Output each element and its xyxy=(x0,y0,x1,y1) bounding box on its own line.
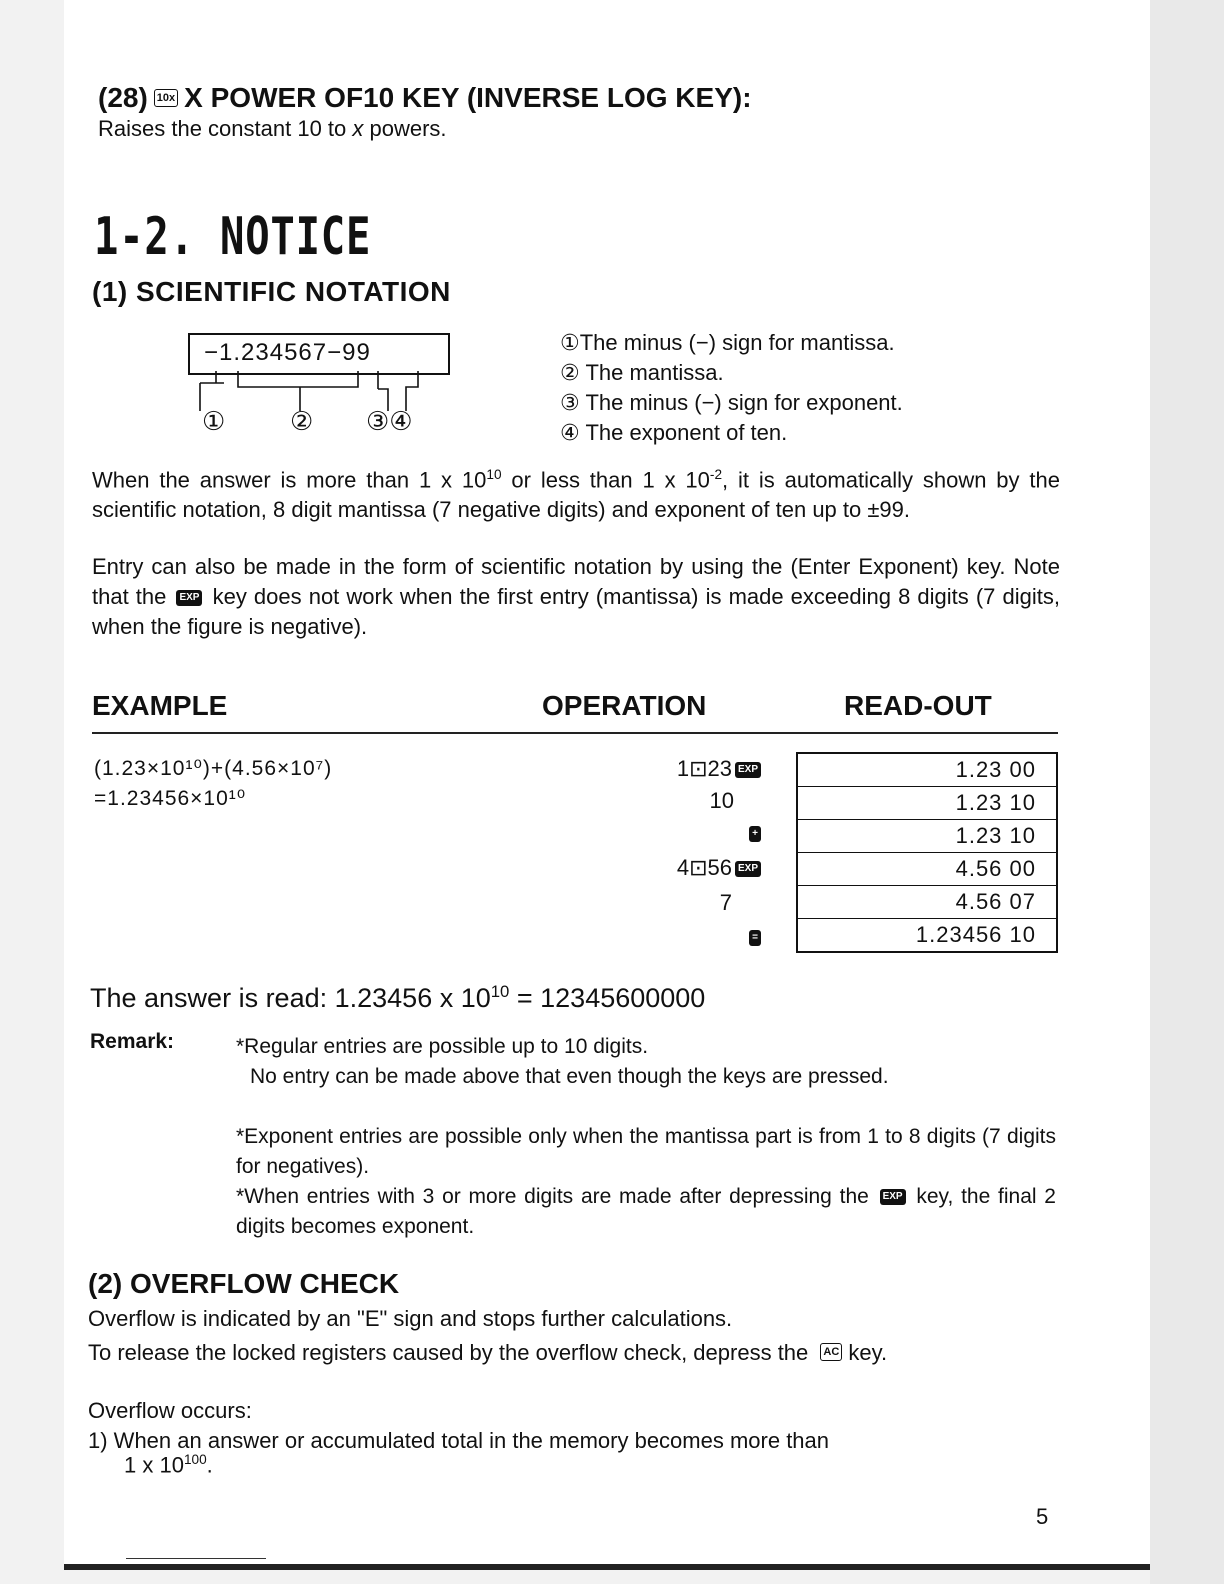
overflow-line: 1 x $10^{100}$. xyxy=(124,1452,213,1478)
scan-edge xyxy=(1150,0,1224,1584)
overflow-line: Overflow occurs: xyxy=(88,1398,252,1423)
exp-key-icon: EXP xyxy=(735,861,761,877)
equals-key-icon: = xyxy=(749,930,761,946)
legend-item: ③ The minus (−) sign for exponent. xyxy=(560,390,903,415)
operation-step: 7 xyxy=(719,890,732,915)
operation-step: 10 xyxy=(709,788,734,813)
marker-3-4: ③④ xyxy=(366,406,413,436)
header-rule xyxy=(92,732,1058,734)
ac-key-icon: AC xyxy=(820,1343,842,1361)
exponent-entry-paragraph: Entry can also be made in the form of scientific notation by using the (Enter Exponent) key. Note that the EXP key does not work when the first entry (mantissa) is made exceeding 8 digits (7 digits, when the figure is negative). xyxy=(92,554,1060,639)
remark-item: *Exponent entries are possible only when the mantissa part is from 1 to 8 digits (7 digits for negatives). xyxy=(236,1125,1056,1178)
answer-line: The answer is read: 1.23456 x $10^{10} = 12345600000$ xyxy=(90,982,706,1013)
column-header-example: EXAMPLE xyxy=(92,690,228,721)
legend-item: ①The minus (−) sign for mantissa. xyxy=(560,330,895,355)
overflow-line: Overflow is indicated by an "E" sign and stops further calculations. xyxy=(88,1306,733,1331)
key-28-description: Raises the constant 10 to x powers. xyxy=(98,116,447,141)
readout-row: 4.56 07 xyxy=(798,886,1056,919)
remark-item: *Regular entries are possible up to 10 digits. xyxy=(236,1035,649,1058)
display-example xyxy=(188,333,450,375)
remark-label: Remark: xyxy=(90,1030,175,1053)
operation-step xyxy=(746,924,764,950)
readout-row: 1.23456 10 xyxy=(915,922,1036,947)
scan-bottom-edge xyxy=(64,1564,1150,1570)
column-header-readout: READ-OUT xyxy=(844,690,992,721)
footer-line xyxy=(126,1558,266,1559)
legend-item: ② The mantissa. xyxy=(560,360,724,385)
exp-key-icon: EXP xyxy=(176,590,202,606)
subsection-overflow-check: (2) OVERFLOW CHECK xyxy=(88,1268,400,1299)
remark-item: No entry can be made above that even though the keys are pressed. xyxy=(250,1065,889,1088)
operation-step: 4⊡56 EXP xyxy=(677,855,764,881)
readout-table xyxy=(796,752,1058,953)
overflow-line: 1) When an answer or accumulated total in the memory becomes more than xyxy=(88,1428,830,1453)
example-result: =1.23456×10¹⁰ xyxy=(94,787,247,810)
display-pointer-lines xyxy=(188,371,458,411)
page-number: 5 xyxy=(1036,1504,1049,1529)
exp-key-icon: EXP xyxy=(880,1189,906,1205)
legend-item: ④ The exponent of ten. xyxy=(560,420,788,445)
readout-row: 1.23 10 xyxy=(798,820,1056,853)
readout-row: 1.23 10 xyxy=(798,787,1056,820)
readout-row: 4.56 00 xyxy=(798,853,1056,886)
exp-key-icon: EXP xyxy=(735,762,761,778)
example-expression: (1.23×10¹⁰)+(4.56×10⁷) xyxy=(94,757,333,780)
section-title: 1-2. NOTICE xyxy=(94,207,372,267)
subsection-scientific-notation: (1) SCIENTIFIC NOTATION xyxy=(92,276,451,307)
key-28-heading: (28) 10x X POWER OF10 KEY (INVERSE LOG KEY): xyxy=(98,82,752,113)
notation-paragraph: When the answer is more than 1 x $10^{10}$ or less than 1 x $10^{-2}$, it is automatically shown by the scientific notation, 8 digit mantissa (7 negative digits) and exponent of ten up to ±99. xyxy=(92,467,1060,523)
overflow-line: To release the locked registers caused by the overflow check, depress the AC key. xyxy=(88,1340,888,1365)
readout-row: 1.23 00 xyxy=(798,754,1056,787)
remark-item: *When entries with 3 or more digits are made after depressing the EXP key, the final 2 digits becomes exponent. xyxy=(236,1185,1056,1238)
display-text: −1.234567−99 xyxy=(204,339,371,366)
marker-2: ② xyxy=(290,406,314,436)
ten-power-x-key-icon: 10x xyxy=(154,89,178,107)
column-header-operation: OPERATION xyxy=(542,690,707,721)
operation-step: 1⊡23 EXP xyxy=(677,756,764,782)
plus-key-icon: + xyxy=(749,826,761,842)
operation-step xyxy=(746,820,764,846)
marker-1: ① xyxy=(202,406,226,436)
